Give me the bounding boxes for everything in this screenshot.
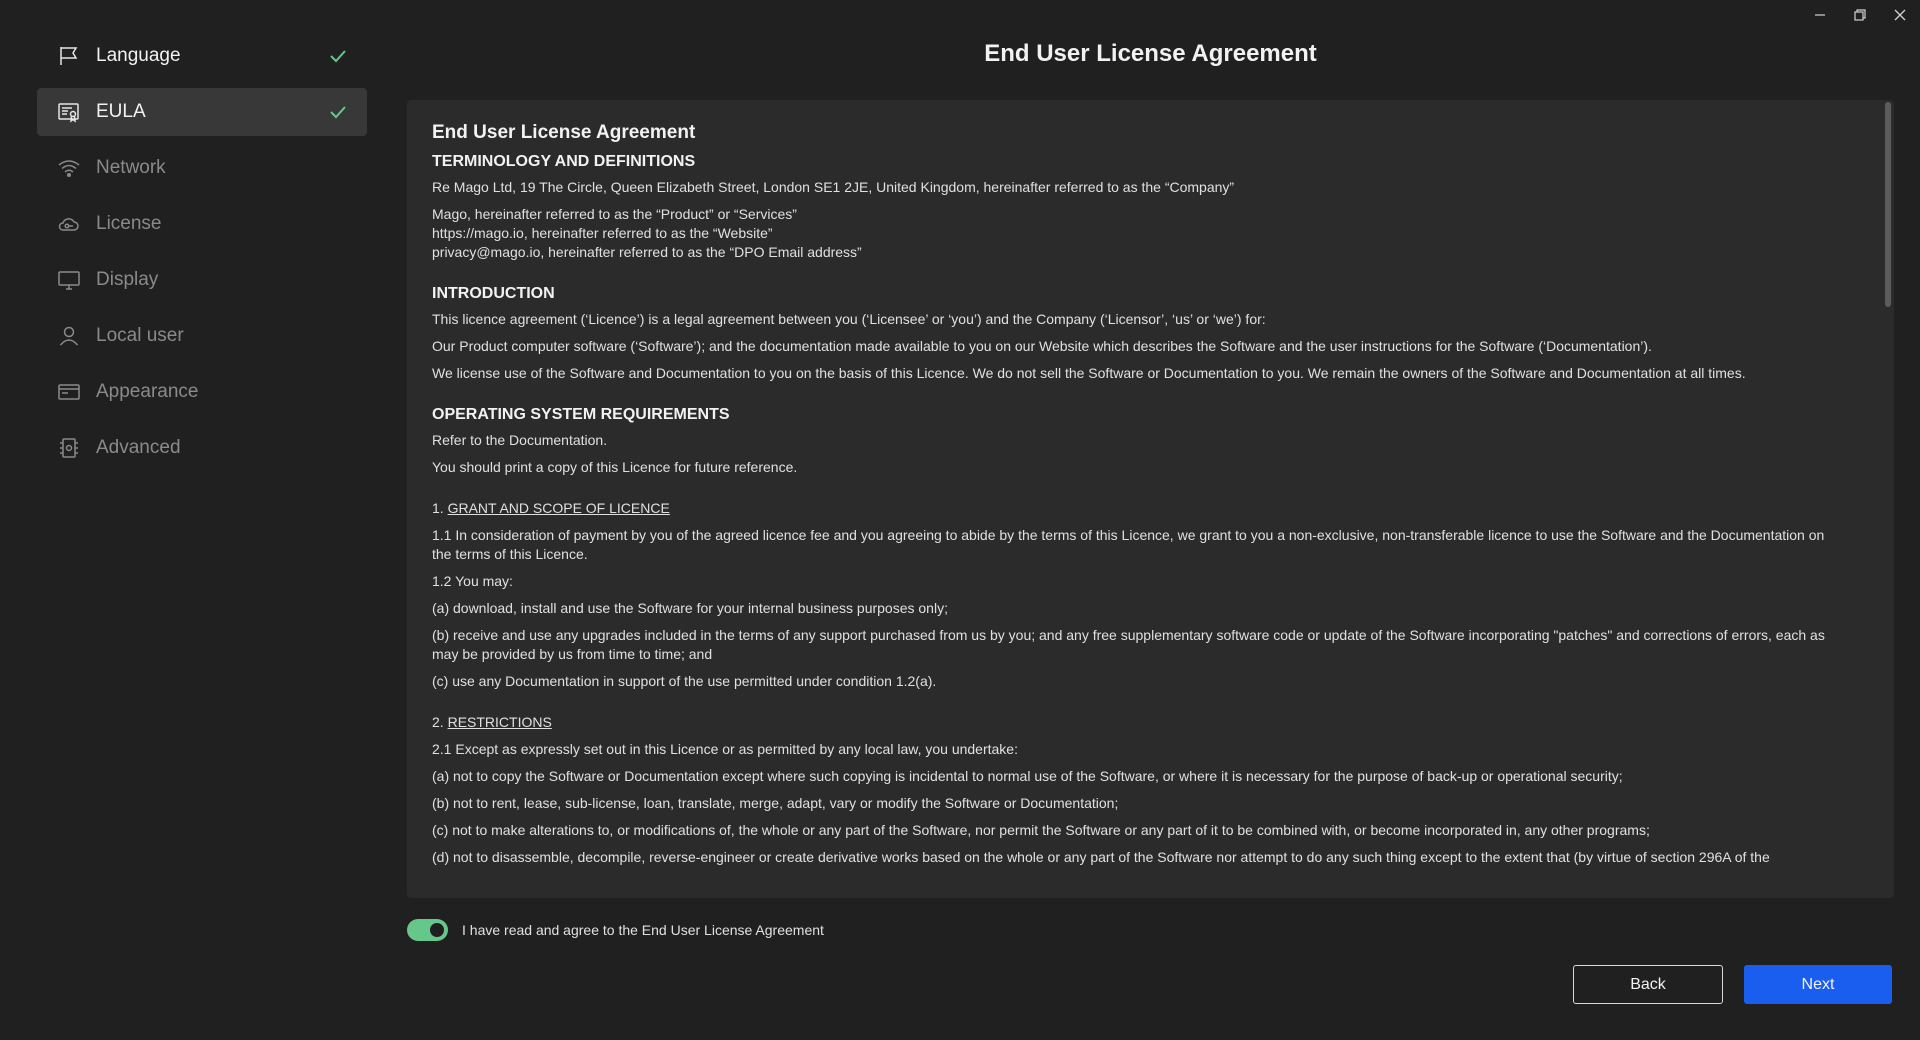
wifi-icon <box>56 155 82 181</box>
eula-heading: End User License Agreement <box>432 122 696 143</box>
eula-text-panel[interactable] <box>407 100 1894 898</box>
os-requirements-heading: OPERATING SYSTEM REQUIREMENTS <box>432 406 730 423</box>
monitor-icon <box>56 267 82 293</box>
close-icon <box>1893 8 1907 22</box>
restore-button[interactable] <box>1840 0 1880 30</box>
sidebar-item-label: EULA <box>96 101 146 122</box>
flag-icon <box>56 43 82 69</box>
agree-label: I have read and agree to the End User License Agreement <box>462 922 824 938</box>
eula-paragraph: Our Product computer software (‘Software’); and the documentation made available to you on our Website which describes the Software and the user instructions for the Software (‘Documentation’). <box>432 338 1652 354</box>
eula-content <box>407 100 1894 867</box>
sidebar-item-local-user[interactable] <box>37 312 367 360</box>
section-title: RESTRICTIONS <box>447 714 552 730</box>
window-controls <box>1800 0 1920 32</box>
eula-paragraph: (b) not to rent, lease, sub-license, loan, translate, merge, adapt, vary or modify the Software or Documentation; <box>432 795 1119 811</box>
sidebar-item-network[interactable] <box>37 144 367 192</box>
eula-paragraph: Re Mago Ltd, 19 The Circle, Queen Elizabeth Street, London SE1 2JE, United Kingdom, hereinafter referred to as the “Company” <box>432 179 1235 195</box>
section-title: GRANT AND SCOPE OF LICENCE <box>447 500 670 516</box>
sidebar-item-license[interactable] <box>37 200 367 248</box>
eula-paragraph: 1.1 In consideration of payment by you of the agreed licence fee and you agreeing to abide by the terms of this Licence, we grant to you a non-exclusive, non-transferable licence to use the Software and the Documentation on the terms of this Licence. <box>432 527 1825 562</box>
eula-paragraph: (c) not to make alterations to, or modifications of, the whole or any part of the Software, nor permit the Software or any part of it to be combined with, or become incorporated in, any other programs; <box>432 822 1650 838</box>
agree-toggle[interactable] <box>407 919 448 941</box>
section-2-title <box>432 713 1844 732</box>
back-button[interactable]: Back <box>1573 965 1723 1004</box>
eula-paragraph: 1.2 You may: <box>432 573 513 589</box>
sidebar-item-appearance[interactable] <box>37 368 367 416</box>
user-icon <box>56 323 82 349</box>
sidebar-item-label: Display <box>96 269 159 290</box>
agree-row <box>407 919 824 941</box>
sidebar-item-language[interactable] <box>37 32 367 80</box>
eula-paragraph: We license use of the Software and Documentation to you on the basis of this Licence. We do not sell the Software or Documentation to you. We remain the owners of the Software and Documentation at all times. <box>432 365 1746 381</box>
eula-paragraph: (b) receive and use any upgrades included in the terms of any support purchased from us by you; and any free supplementary software code or update of the Software incorporating "patches" and corrections of errors, each as may be provided by us from time to time; and <box>432 627 1825 662</box>
eula-paragraph: Refer to the Documentation. <box>432 432 608 448</box>
eula-paragraph: privacy@mago.io, hereinafter referred to as the “DPO Email address” <box>432 244 862 260</box>
sidebar-item-label: License <box>96 213 162 234</box>
eula-paragraph: Mago, hereinafter referred to as the “Product” or “Services” <box>432 206 797 222</box>
cloud-key-icon <box>56 211 82 237</box>
page-title: End User License Agreement <box>984 40 1317 67</box>
section-number: 1. <box>432 500 448 516</box>
sidebar-item-label: Language <box>96 45 181 66</box>
terminology-heading: TERMINOLOGY AND DEFINITIONS <box>432 153 696 170</box>
eula-paragraph: You should print a copy of this Licence for future reference. <box>432 459 798 475</box>
minimize-icon <box>1813 8 1827 22</box>
sidebar-item-label: Appearance <box>96 381 199 402</box>
next-button[interactable]: Next <box>1744 965 1892 1004</box>
appearance-icon <box>56 379 82 405</box>
minimize-button[interactable] <box>1800 0 1840 30</box>
section-1-title <box>432 499 1844 518</box>
eula-paragraph: 2.1 Except as expressly set out in this Licence or as permitted by any local law, you undertake: <box>432 741 1018 757</box>
eula-paragraph: (d) not to disassemble, decompile, reverse-engineer or create derivative works based on the whole or any part of the Software nor attempt to do any such thing except to the extent that (by virtue of section 296A of the <box>432 849 1770 865</box>
introduction-heading: INTRODUCTION <box>432 285 555 302</box>
eula-paragraph: (a) not to copy the Software or Documentation except where such copying is incidental to normal use of the Software, or where it is necessary for the purpose of back-up or operational security; <box>432 768 1623 784</box>
checkmark-icon <box>328 102 348 122</box>
eula-paragraph: (c) use any Documentation in support of the use permitted under condition 1.2(a). <box>432 673 937 689</box>
eula-scrollbar[interactable] <box>1885 102 1891 307</box>
sidebar-item-label: Local user <box>96 325 184 346</box>
sidebar-item-label: Advanced <box>96 437 181 458</box>
sidebar-item-display[interactable] <box>37 256 367 304</box>
document-certificate-icon <box>56 99 82 125</box>
sidebar-item-advanced[interactable] <box>37 424 367 472</box>
advanced-settings-icon <box>56 435 82 461</box>
restore-icon <box>1853 8 1867 22</box>
section-number: 2. <box>432 714 448 730</box>
toggle-knob <box>430 923 444 937</box>
setup-steps-sidebar <box>37 32 367 480</box>
checkmark-icon <box>328 46 348 66</box>
close-button[interactable] <box>1880 0 1920 30</box>
sidebar-item-label: Network <box>96 157 166 178</box>
eula-paragraph: https://mago.io, hereinafter referred to as the “Website” <box>432 225 773 241</box>
sidebar-item-eula[interactable] <box>37 88 367 136</box>
eula-paragraph: (a) download, install and use the Software for your internal business purposes only; <box>432 600 948 616</box>
eula-paragraph: This licence agreement (‘Licence’) is a legal agreement between you (‘Licensee’ or ‘you’) and the Company (‘Licensor’, ‘us’ or ‘we’) for: <box>432 311 1266 327</box>
